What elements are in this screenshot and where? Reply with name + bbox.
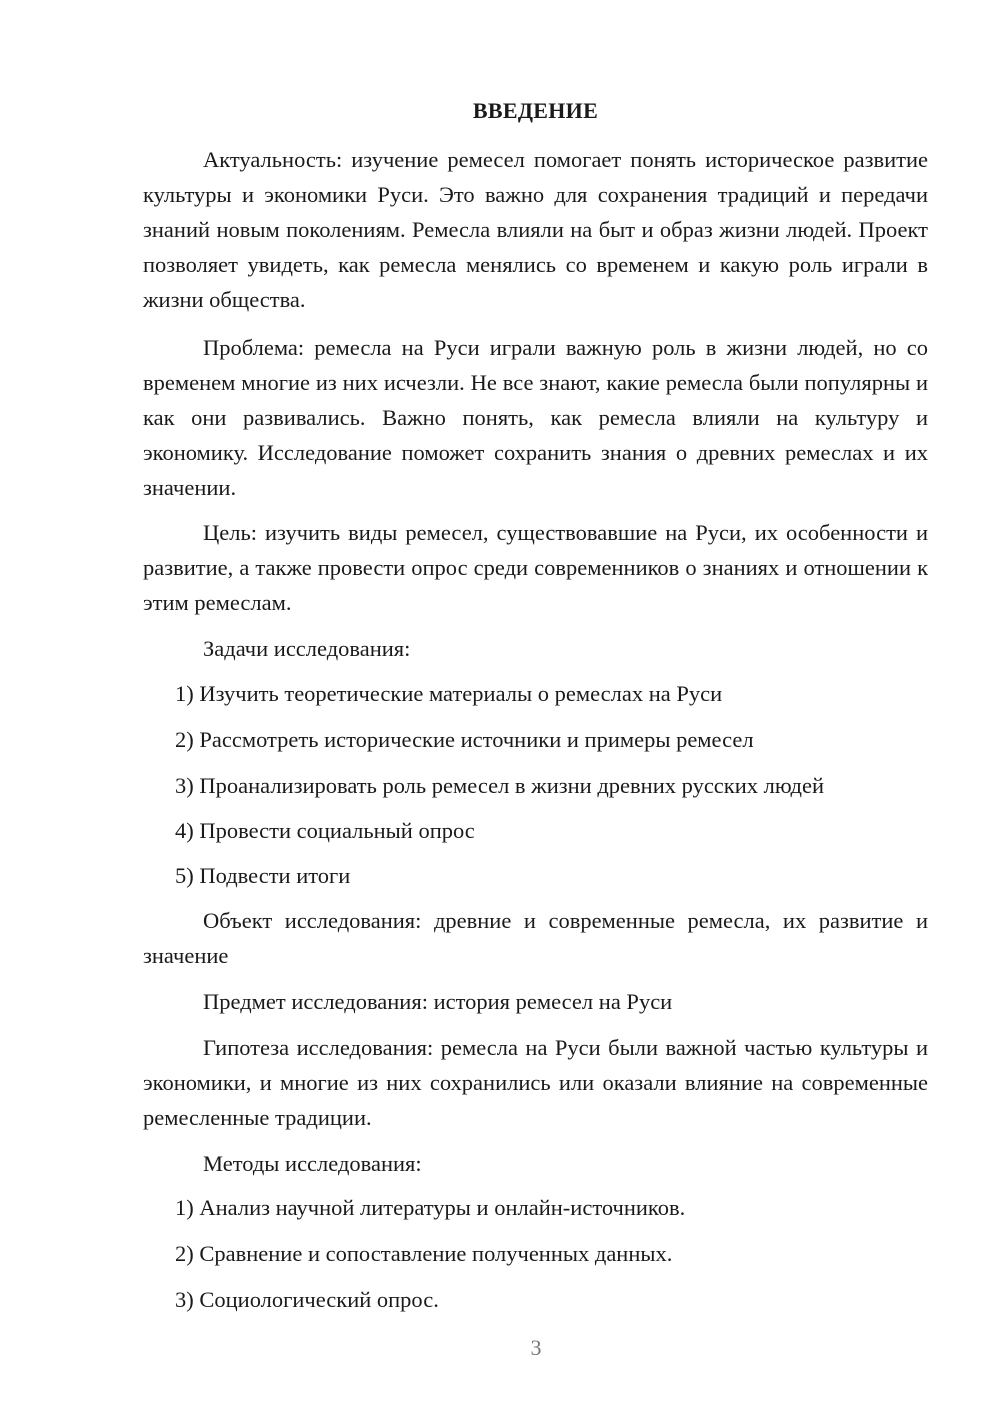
method-item: 3) Социологический опрос.	[175, 1287, 439, 1312]
page-title: ВВЕДЕНИЕ	[472, 98, 599, 123]
method-item: 2) Сравнение и сопоставление полученных данных.	[175, 1241, 673, 1266]
object-paragraph: Объект исследования: древние и современные ремесла, их развитие и значение	[143, 908, 928, 968]
hypothesis-paragraph: Гипотеза исследования: ремесла на Руси были важной частью культуры и экономики, и многие из них сохранились или оказали влияние на современные ремесленные традиции.	[143, 1035, 928, 1130]
page-number: 3	[530, 1335, 542, 1360]
task-item: 2) Рассмотреть исторические источники и примеры ремесел	[175, 727, 754, 752]
task-item: 5) Подвести итоги	[175, 863, 351, 888]
relevance-paragraph: Актуальность: изучение ремесел помогает понять историческое развитие культуры и экономики Руси. Это важно для сохранения традиций и передачи знаний новым поколениям. Ремесла влияли на быт и образ жизни людей. Проект позволяет увидеть, как ремесла менялись со временем и какую роль играли в жизни общества.	[143, 147, 928, 312]
task-item: 4) Провести социальный опрос	[175, 818, 475, 843]
methods-heading: Методы исследования:	[203, 1151, 422, 1176]
task-item: 1) Изучить теоретические материалы о ремеслах на Руси	[175, 681, 723, 706]
tasks-heading: Задачи исследования:	[203, 636, 411, 661]
method-item: 1) Анализ научной литературы и онлайн-источников.	[175, 1195, 686, 1220]
subject-paragraph: Предмет исследования: история ремесел на Руси	[203, 989, 673, 1014]
task-item: 3) Проанализировать роль ремесел в жизни древних русских людей	[175, 773, 825, 798]
problem-paragraph: Проблема: ремесла на Руси играли важную роль в жизни людей, но со временем многие из них исчезли. Не все знают, какие ремесла были популярны и как они развивались. Важно понять, как ремесла влияли на культуру и экономику. Исследование поможет сохранить знания о древних ремеслах и их значении.	[143, 335, 928, 500]
goal-paragraph: Цель: изучить виды ремесел, существовавшие на Руси, их особенности и развитие, а также провести опрос среди современников о знаниях и отношении к этим ремеслам.	[143, 520, 928, 615]
